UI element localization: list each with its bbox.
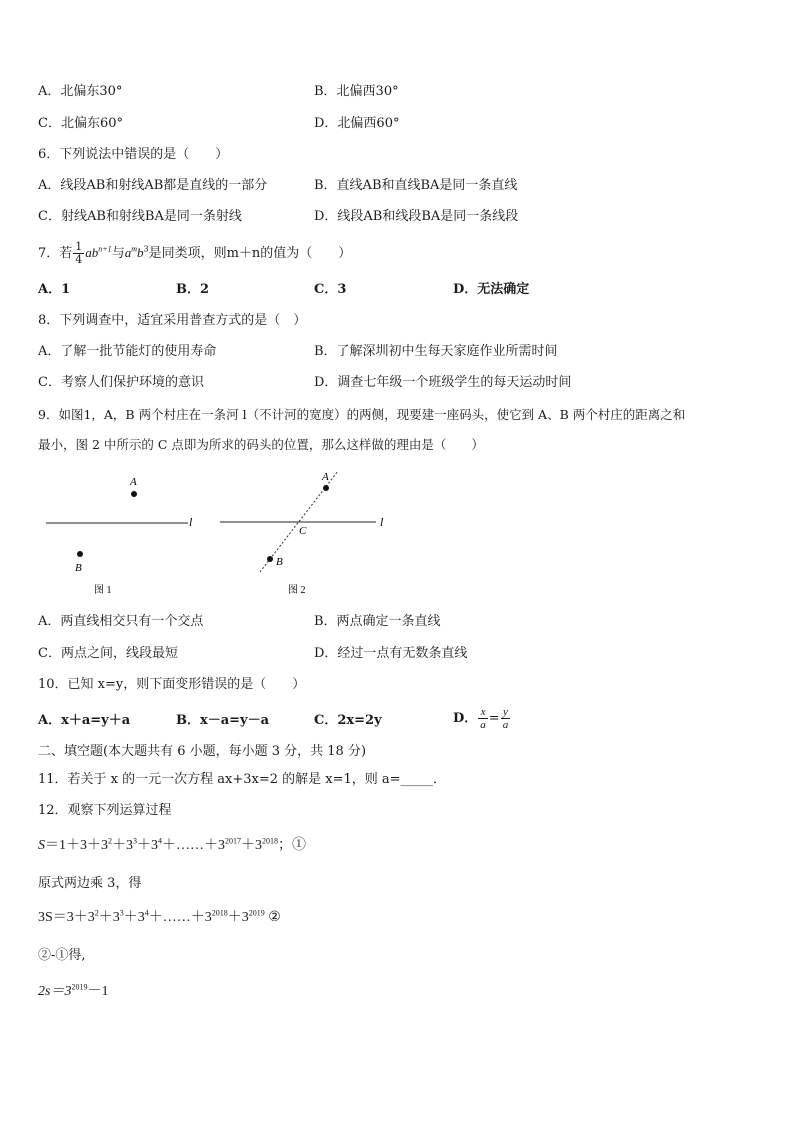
q8-option-c: C．考察人们保护环境的意识 bbox=[38, 375, 204, 390]
q5-option-b: B．北偏西30° bbox=[314, 84, 399, 99]
fig1-caption: 图 1 bbox=[94, 585, 112, 596]
q6-option-a: A．线段AB和射线AB都是直线的一部分 bbox=[38, 178, 268, 193]
fig1-point-b bbox=[77, 551, 83, 557]
q7-fraction: $\frac{1}{4}$ bbox=[75, 240, 83, 266]
q9-figures bbox=[40, 466, 400, 605]
q7-term2-b: b bbox=[136, 245, 144, 260]
fig2-label-l: l bbox=[380, 515, 384, 529]
q12-equation-2: $3S=3+3^2+3^3+3^4+\dots\dots+3^{2018}+3^{2019}$ ② bbox=[38, 908, 281, 925]
q5-option-d: D．北偏西60° bbox=[314, 116, 400, 131]
q6-option-b: B．直线AB和直线BA是同一条直线 bbox=[314, 178, 518, 193]
fig2-caption: 图 2 bbox=[288, 585, 306, 596]
q7-term2-a: a bbox=[124, 245, 132, 260]
q5-option-c: C．北偏东60° bbox=[38, 116, 123, 131]
q12-stem: 12．观察下列运算过程 bbox=[38, 803, 172, 818]
fig2-point-a bbox=[323, 485, 329, 491]
fig2-point-b bbox=[267, 556, 273, 562]
q8-option-b: B．了解深圳初中生每天家庭作业所需时间 bbox=[314, 344, 558, 359]
q12-equation-1: $S=1+3+3^2+3^3+3^4+\dots\dots+3^{2017}+3^{2018}$；① bbox=[38, 836, 306, 853]
q11-stem: 11．若关于 x 的一元一次方程 ax+3x=2 的解是 x=1，则 a=_____． bbox=[38, 772, 447, 787]
q9-stem-line2: 最小，图 2 中所示的 C 点即为所求的码头的位置，那么这样做的理由是（ ） bbox=[38, 437, 484, 452]
q9-option-c: C．两点之间，线段最短 bbox=[38, 646, 178, 661]
q10-d-fraction-left: $\frac{x}{a}$ bbox=[480, 706, 486, 731]
q12-text-multiply: 原式两边乘 3，得 bbox=[38, 876, 142, 891]
q9-option-b: B．两点确定一条直线 bbox=[314, 614, 441, 629]
q10-option-a: A．x＋a=y＋a bbox=[38, 713, 131, 728]
section-fill-in-heading: 二、填空题(本大题共有 6 小题，每小题 3 分，共 18 分) bbox=[38, 744, 367, 759]
q6-stem: 6．下列说法中错误的是（ ） bbox=[38, 147, 229, 162]
q5-option-a: A．北偏东30° bbox=[38, 84, 123, 99]
q7-term1-exponent: n+1 bbox=[98, 244, 112, 254]
q7-stem bbox=[38, 240, 351, 267]
q7-prefix: 7．若 bbox=[38, 246, 73, 261]
q10-d-fraction-right: $\frac{y}{a}$ bbox=[502, 706, 509, 731]
fig2-label-a: A bbox=[322, 471, 329, 483]
q8-option-d: D．调查七年级一个班级学生的每天运动时间 bbox=[314, 375, 572, 390]
q10-option-d: D． $\frac{x}{a}$ = $\frac{y}{a}$ bbox=[453, 706, 509, 731]
fig1-label-a: A bbox=[130, 476, 137, 488]
q9-option-a: A．两直线相交只有一个交点 bbox=[38, 614, 204, 629]
fig1-label-l: l bbox=[189, 515, 193, 529]
q10-stem: 10．已知 x=y，则下面变形错误的是（ ） bbox=[38, 677, 306, 692]
q6-option-d: D．线段AB和线段BA是同一条线段 bbox=[314, 209, 519, 224]
q7-option-b: B．2 bbox=[176, 282, 210, 297]
q8-stem: 8．下列调查中，适宜采用普查方式的是（ ） bbox=[38, 313, 307, 328]
q7-mid: 与 bbox=[111, 246, 125, 261]
q9-option-d: D．经过一点有无数条直线 bbox=[314, 646, 468, 661]
q6-option-c: C．射线AB和射线BA是同一条射线 bbox=[38, 209, 242, 224]
fig1-point-a bbox=[131, 491, 137, 497]
fig2-label-b: B bbox=[276, 556, 283, 568]
q10-option-c: C．2x=2y bbox=[314, 713, 382, 728]
q9-stem-line1: 9．如图1，A，B 两个村庄在一条河 l（不计河的宽度）的两侧，现要建一座码头，使它到 A、B 两个村庄的距离之和 bbox=[38, 407, 686, 422]
q7-option-d: D．无法确定 bbox=[453, 282, 530, 297]
fig2-label-c: C bbox=[299, 525, 307, 537]
q8-option-a: A．了解一批节能灯的使用寿命 bbox=[38, 344, 217, 359]
q7-suffix: 是同类项，则m＋n的值为（ ） bbox=[148, 246, 352, 261]
q9-diagram bbox=[40, 466, 400, 601]
fig1-label-b: B bbox=[75, 562, 82, 574]
q7-term2-a-exponent: m bbox=[131, 244, 137, 254]
q10-option-b: B．x－a=y－a bbox=[176, 713, 270, 728]
q7-term1: ab bbox=[85, 245, 99, 260]
q12-equation-3: $2s=3^{2019}-1$ bbox=[38, 982, 109, 999]
q7-option-a: A．1 bbox=[38, 282, 71, 297]
q12-text-subtract: ②-①得, bbox=[38, 948, 86, 963]
q7-term2-b-exponent: 3 bbox=[143, 244, 149, 254]
q7-option-c: C．3 bbox=[314, 282, 347, 297]
